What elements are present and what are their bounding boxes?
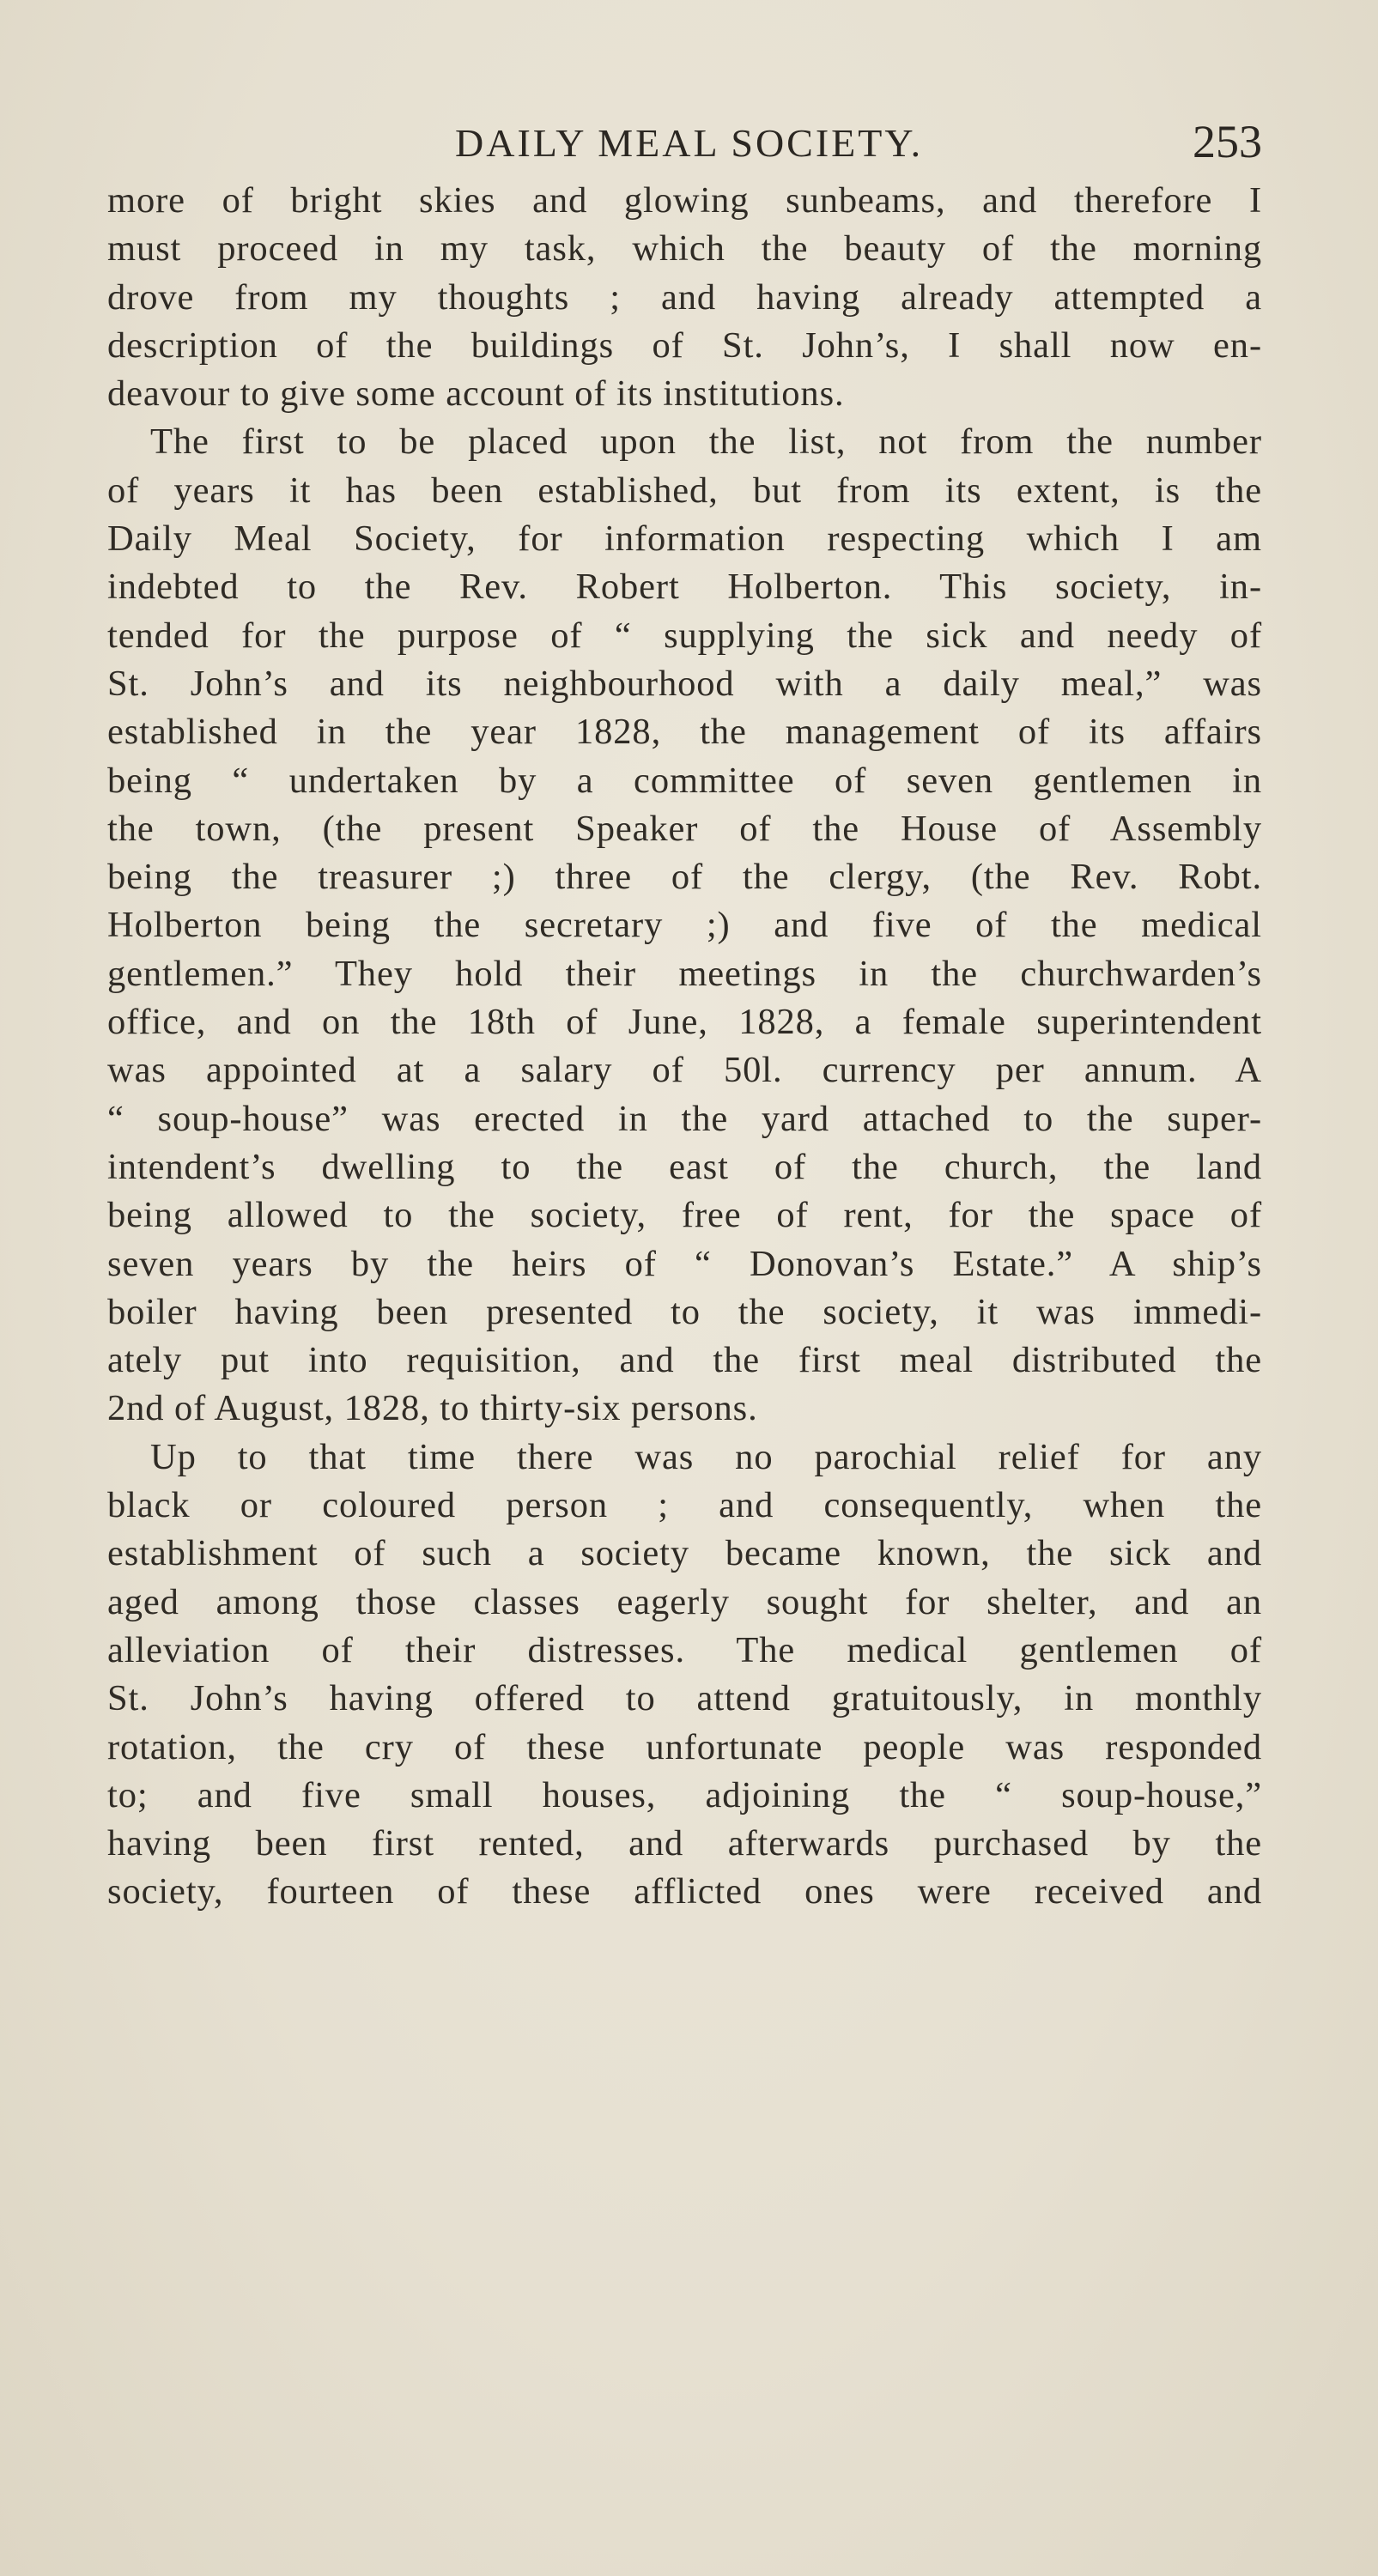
paragraph-start-line: Up to that time there was no parochial relief for any: [150, 1436, 1262, 1477]
text-line: Daily Meal Society, for information respecting which I am: [107, 518, 1262, 560]
text-line: St. John’s and its neighbourhood with a daily meal,” was: [107, 663, 1262, 704]
text-line: ately put into requisition, and the first meal distributed the: [107, 1340, 1262, 1381]
text-line: having been first rented, and afterwards purchased by the: [107, 1823, 1262, 1864]
text-line: being “ undertaken by a committee of seven gentlemen in: [107, 760, 1262, 801]
text-line: alleviation of their distresses. The medical gentlemen of: [107, 1629, 1262, 1670]
text-line: the town, (the present Speaker of the House of Assembly: [107, 808, 1262, 849]
page-number: 253: [1193, 116, 1262, 167]
text-line: description of the buildings of St. John’s, I shall now en-: [107, 324, 1262, 366]
text-line: tended for the purpose of “ supplying the sick and needy of: [107, 615, 1262, 656]
text-line: 2nd of August, 1828, to thirty-six persons.: [107, 1388, 758, 1429]
paragraph-start-line: The first to be placed upon the list, not from the number: [150, 421, 1262, 463]
text-line: gentlemen.” They hold their meetings in the churchwarden’s: [107, 953, 1262, 994]
text-line: boiler having been presented to the society, it was immedi-: [107, 1291, 1262, 1332]
running-head: [107, 116, 1262, 168]
text-line: black or coloured person ; and consequently, when the: [107, 1485, 1262, 1526]
text-line: being allowed to the society, free of rent, for the space of: [107, 1195, 1262, 1236]
text-line: Holberton being the secretary ;) and five of the medical: [107, 905, 1262, 946]
text-line: intendent’s dwelling to the east of the church, the land: [107, 1146, 1262, 1187]
text-line: of years it has been established, but from its extent, is the: [107, 470, 1262, 511]
text-line: was appointed at a salary of 50l. currency per annum. A: [107, 1050, 1262, 1091]
text-line: to; and five small houses, adjoining the “ soup-house,”: [107, 1774, 1262, 1815]
text-line: society, fourteen of these afflicted ones were received and: [107, 1871, 1262, 1912]
text-line: being the treasurer ;) three of the clergy, (the Rev. Robt.: [107, 857, 1262, 898]
body-text: [107, 177, 1262, 1917]
text-line: more of bright skies and glowing sunbeams, and therefore I: [107, 180, 1262, 221]
text-line: drove from my thoughts ; and having already attempted a: [107, 276, 1262, 318]
text-line: “ soup-house” was erected in the yard attached to the super-: [107, 1098, 1262, 1139]
text-line: aged among those classes eagerly sought for shelter, and an: [107, 1581, 1262, 1622]
text-line: established in the year 1828, the management of its affairs: [107, 712, 1262, 753]
text-line: office, and on the 18th of June, 1828, a female superintendent: [107, 1002, 1262, 1043]
text-line: must proceed in my task, which the beauty of the morning: [107, 228, 1262, 270]
text-line: indebted to the Rev. Robert Holberton. This society, in-: [107, 567, 1262, 608]
text-line: deavour to give some account of its institutions.: [107, 373, 845, 415]
text-line: establishment of such a society became known, the sick and: [107, 1533, 1262, 1574]
text-line: seven years by the heirs of “ Donovan’s Estate.” A ship’s: [107, 1243, 1262, 1284]
text-line: rotation, the cry of these unfortunate people was responded: [107, 1726, 1262, 1767]
running-title: DAILY MEAL SOCIETY.: [455, 121, 924, 165]
text-line: St. John’s having offered to attend gratuitously, in monthly: [107, 1678, 1262, 1719]
